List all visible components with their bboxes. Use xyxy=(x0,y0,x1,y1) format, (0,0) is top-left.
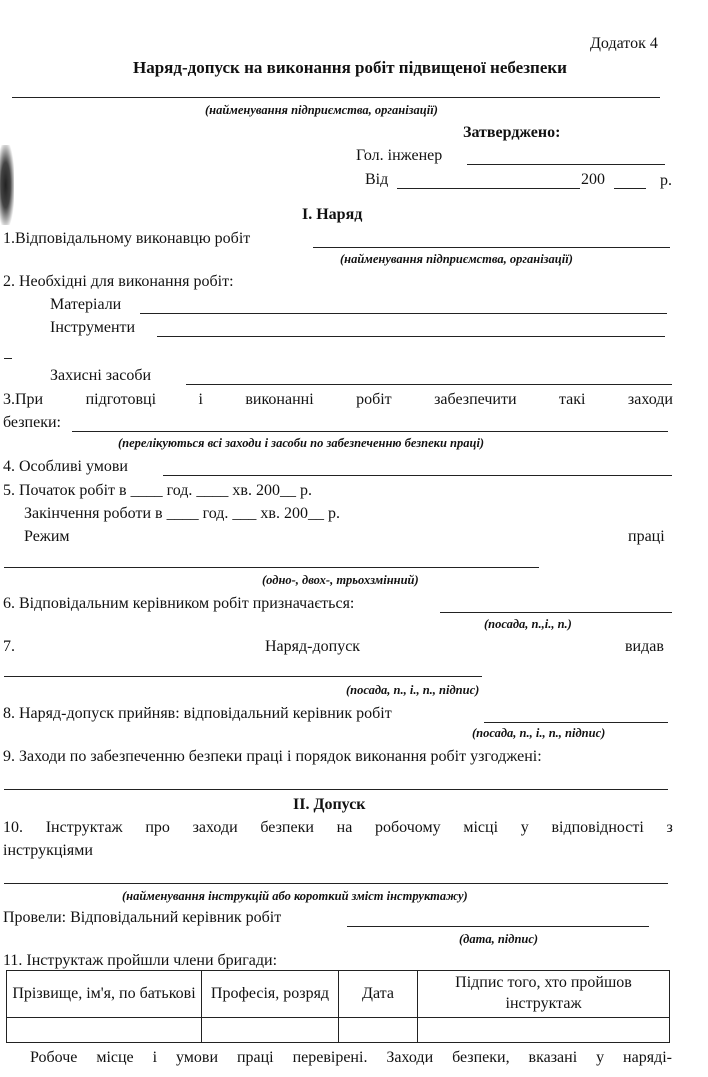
org-name-line[interactable] xyxy=(12,97,660,98)
item11-label: 11. Інструктаж пройшли члени бригади: xyxy=(3,952,278,969)
footer-word: праці xyxy=(236,1049,274,1066)
mode-label: Режим xyxy=(24,528,70,545)
footer-word: умови xyxy=(175,1049,219,1066)
item10-continuation: інструкціями xyxy=(3,842,93,859)
table-cell[interactable] xyxy=(7,1018,202,1043)
item3-word: такі xyxy=(558,391,586,408)
item10-word: Інструктаж xyxy=(45,819,123,836)
item6-line[interactable] xyxy=(440,612,672,613)
item7-caption: (посада, п., і., п., підпис) xyxy=(346,683,480,697)
scan-blot xyxy=(0,145,14,225)
item10-line[interactable] xyxy=(4,883,668,884)
item3-caption: (перелікуються всі заходи і засоби по забезпеченню безпеки праці) xyxy=(118,436,485,450)
item7-line[interactable] xyxy=(4,676,482,677)
footer-word: Заходи xyxy=(386,1049,434,1066)
item10-word: безпеки xyxy=(260,819,314,836)
table-header-row xyxy=(7,971,670,1018)
footer-row xyxy=(30,1050,672,1066)
item3-word: забезпечити xyxy=(434,391,517,408)
footer-word: безпеки, xyxy=(452,1049,510,1066)
footer-word: і xyxy=(152,1049,158,1066)
mode-right-label: праці xyxy=(628,528,665,545)
item3-line[interactable] xyxy=(72,431,668,432)
item7-label: Наряд-допуск xyxy=(265,638,361,655)
mode-line[interactable] xyxy=(4,567,539,568)
footer-word: наряді- xyxy=(623,1049,672,1066)
item3-continuation: безпеки: xyxy=(3,414,61,431)
date-year-line[interactable] xyxy=(614,188,646,189)
mode-caption: (одно-, двох-, трьохзмінний) xyxy=(262,573,419,587)
item10-word: про xyxy=(145,819,170,836)
item7-right-label: видав xyxy=(625,638,664,655)
item3-word: і xyxy=(198,391,203,408)
chief-engineer-line[interactable] xyxy=(467,164,665,165)
date-suffix: р. xyxy=(660,172,672,189)
item5-end: Закінчення роботи в ____ год. ___ хв. 200__ р. xyxy=(24,505,340,522)
table-cell[interactable] xyxy=(339,1018,418,1043)
brigade-table xyxy=(6,970,670,1043)
item8-line[interactable] xyxy=(484,722,668,723)
approved-label: Затверджено: xyxy=(463,124,561,141)
item3-word: виконанні xyxy=(245,391,314,408)
item4-label: 4. Особливі умови xyxy=(3,458,128,475)
item1-label: 1.Відповідальному виконавцю робіт xyxy=(3,230,251,247)
document-title: Наряд-допуск на виконання робіт підвищеної небезпеки xyxy=(133,58,567,77)
item5-start: 5. Початок робіт в ____ год. ____ хв. 200__ р. xyxy=(3,482,312,499)
item7-number: 7. xyxy=(3,638,15,655)
item2-label: 2. Необхідні для виконання робіт: xyxy=(3,273,234,290)
item10-word: у xyxy=(520,819,529,836)
item1-caption: (найменування підприємства, організації) xyxy=(340,252,573,266)
protective-line[interactable] xyxy=(186,384,672,385)
conducted-label: Провели: Відповідальний керівник робіт xyxy=(3,909,282,926)
chief-engineer-label: Гол. інженер xyxy=(356,147,443,164)
protective-label: Захисні засоби xyxy=(50,367,152,384)
item8-label: 8. Наряд-допуск прийняв: відповідальний керівник робіт xyxy=(3,705,392,722)
item10-word: відповідності xyxy=(551,819,644,836)
table-cell[interactable] xyxy=(202,1018,339,1043)
section2-heading: ІІ. Допуск xyxy=(293,796,366,813)
column-header: Підпис того, хто пройшов інструктаж xyxy=(418,971,670,1018)
item10-word: на xyxy=(336,819,353,836)
item10-word: місці xyxy=(463,819,499,836)
appendix-label: Додаток 4 xyxy=(590,35,658,52)
item3-word: заходи xyxy=(627,391,673,408)
org-name-caption: (найменування підприємства, організації) xyxy=(205,103,438,117)
materials-label: Матеріали xyxy=(50,296,122,313)
item9-line[interactable] xyxy=(4,789,668,790)
item3-word: підготовці xyxy=(85,391,157,408)
tools-line[interactable] xyxy=(157,336,665,337)
item1-line[interactable] xyxy=(313,247,670,248)
column-header: Дата xyxy=(339,971,418,1018)
item3-row xyxy=(3,392,673,408)
column-header: Прізвище, ім'я, по батькові xyxy=(7,971,202,1018)
footer-word: Робоче xyxy=(30,1049,78,1066)
item6-caption: (посада, п.,і., п.) xyxy=(484,617,572,631)
footer-word: перевірені. xyxy=(292,1049,368,1066)
item6-label: 6. Відповідальним керівником робіт призначається: xyxy=(3,595,355,612)
column-header: Професія, розряд xyxy=(202,971,339,1018)
item10-word: 10. xyxy=(3,819,23,836)
date-year: 200 xyxy=(581,171,605,188)
conducted-line[interactable] xyxy=(347,926,649,927)
section1-heading: І. Наряд xyxy=(302,206,363,223)
footer-word: у xyxy=(596,1049,605,1066)
conducted-caption: (дата, підпис) xyxy=(459,932,539,946)
item3-word: робіт xyxy=(356,391,392,408)
item10-caption: (найменування інструкцій або короткий зміст інструктажу) xyxy=(122,889,468,903)
item9-label: 9. Заходи по забезпеченню безпеки праці і порядок виконання робіт узгоджені: xyxy=(3,748,542,765)
date-from-label: Від xyxy=(365,171,389,188)
margin-dash xyxy=(4,358,12,359)
tools-label: Інструменти xyxy=(50,319,136,336)
item4-line[interactable] xyxy=(163,475,672,476)
item8-caption: (посада, п., і., п., підпис) xyxy=(472,726,606,740)
footer-word: вказані xyxy=(528,1049,578,1066)
item3-word: 3.При xyxy=(3,391,44,408)
item10-word: заходи xyxy=(192,819,238,836)
table-row xyxy=(7,1018,670,1043)
footer-word: місце xyxy=(96,1049,134,1066)
item10-row xyxy=(3,820,673,836)
item10-word: з xyxy=(666,819,673,836)
table-cell[interactable] xyxy=(418,1018,670,1043)
materials-line[interactable] xyxy=(140,313,667,314)
date-line[interactable] xyxy=(397,188,580,189)
item10-word: робочому xyxy=(375,819,441,836)
